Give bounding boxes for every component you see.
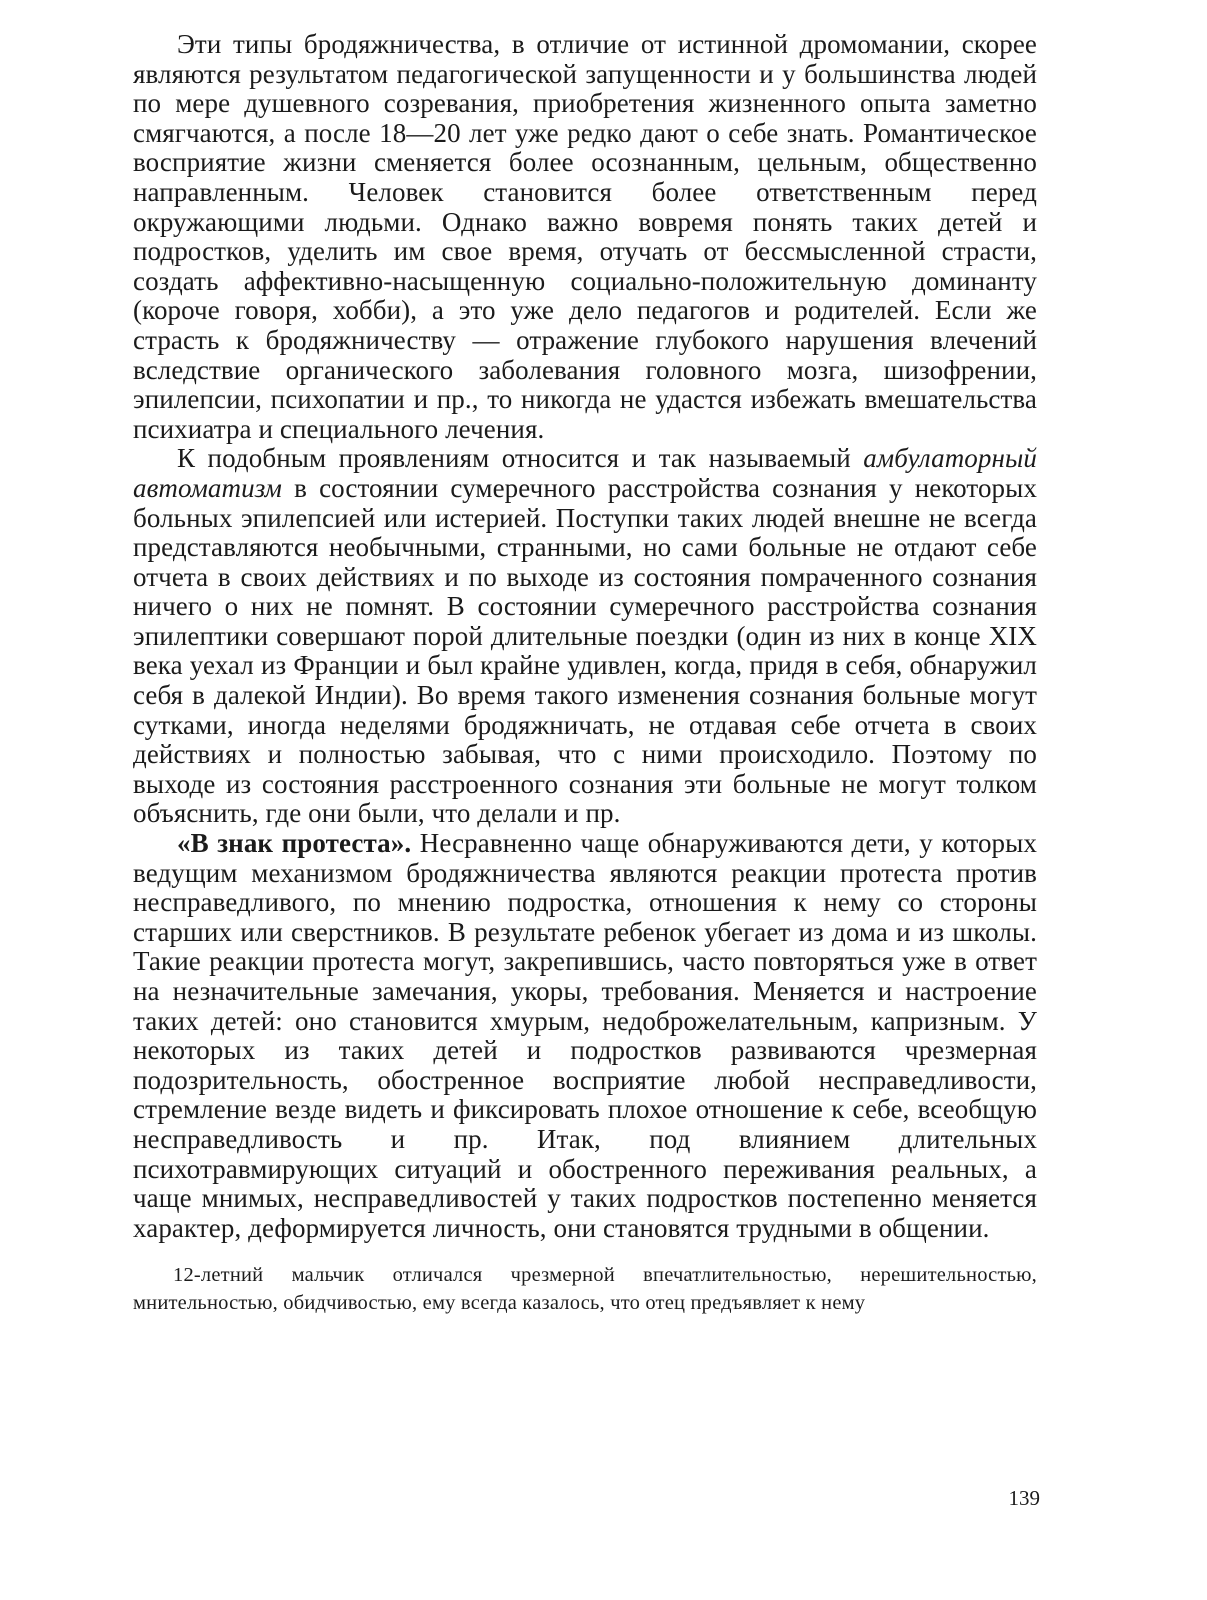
italic-term: амбулаторный автоматизм [133, 443, 1037, 503]
page-number: 139 [1008, 1486, 1040, 1510]
paragraph-vagrancy-types [133, 30, 1037, 444]
paragraph-text-rest: в состоянии сумеречного расстройства сознания у некоторых больных эпилепсией или истерией. Поступки таких людей внешне не всегда представляются необычными, странными, но сами больные не отдают себе отчета в своих действиях и по выходе из состояния помраченного сознания ничего о них не помнят. В состоянии сумеречного расстройства сознания эпилептики совершают порой длительные поездки (один из них в конце XIX века уехал из Франции и был крайне удивлен, когда, придя в себя, обнаружил себя в далекой Индии). Во время такого изменения сознания больные могут сутками, иногда неделями бродяжничать, не отдавая себе отчета в своих действиях и полностью забывая, что с ними происходило. Поэтому по выходе из состояния расстроенного сознания эти больные не могут толком объяснить, где они были, что делали и пр. [133, 472, 1037, 829]
paragraph-protest [133, 829, 1037, 1243]
book-page-body [133, 30, 1037, 1317]
paragraph-text-rest: Несравненно чаще обнаруживаются дети, у которых ведущим механизмом бродяжничества являются реакции протеста против несправедливого, по мнению подростка, отношения к нему со стороны старших или сверстников. В результате ребенок убегает из дома и из школы. Такие реакции протеста могут, закрепившись, часто повторяться уже в ответ на незначительные замечания, укоры, требования. Меняется и настроение таких детей: оно становится хмурым, недоброжелательным, капризным. У некоторых из таких детей и подростков развиваются чрезмерная подозрительность, обостренное восприятие любой несправедливости, стремление везде видеть и фиксировать плохое отношение к себе, всеобщую несправедливость и пр. Итак, под влиянием длительных психотравмирующих ситуаций и обостренного переживания реальных, а чаще мнимых, несправедливостей у таких подростков постепенно меняется характер, деформируется личность, они становятся трудными в общении. [133, 828, 1037, 1243]
paragraph-text: Эти типы бродяжничества, в отличие от истинной дромомании, скорее являются результатом педагогической запущенности и у большинства людей по мере душевного созревания, приобретения жизненного опыта заметно смягчаются, а после 18—20 лет уже редко дают о себе знать. Романтическое восприятие жизни сменяется более осознанным, цельным, общественно направленным. Человек становится более ответственным перед окружающими людьми. Однако важно вовремя понять таких детей и подростков, уделить им свое время, отучать от бессмысленной страсти, создать аффективно-насыщенную социально-положительную доминанту (короче говоря, хобби), а это уже дело педагогов и родителей. Если же страсть к бродяжничеству — отражение глубокого нарушения влечений вследствие органического заболевания головного мозга, шизофрении, эпилепсии, психопатии и пр., то никогда не удастся избежать вмешательства психиатра и специального лечения. [133, 29, 1037, 444]
case-example-text [133, 1261, 1037, 1317]
case-text: 12-летний мальчик отличался чрезмерной впечатлительностью, нерешительностью, мнительностью, обидчивостью, ему всегда казалось, что отец предъявляет к нему [133, 1264, 1037, 1315]
paragraph-text-start: К подобным проявлениям относится и так называемый [177, 443, 864, 474]
section-heading: «В знак протеста». [177, 828, 412, 859]
paragraph-ambulatory-automatism [133, 444, 1037, 829]
